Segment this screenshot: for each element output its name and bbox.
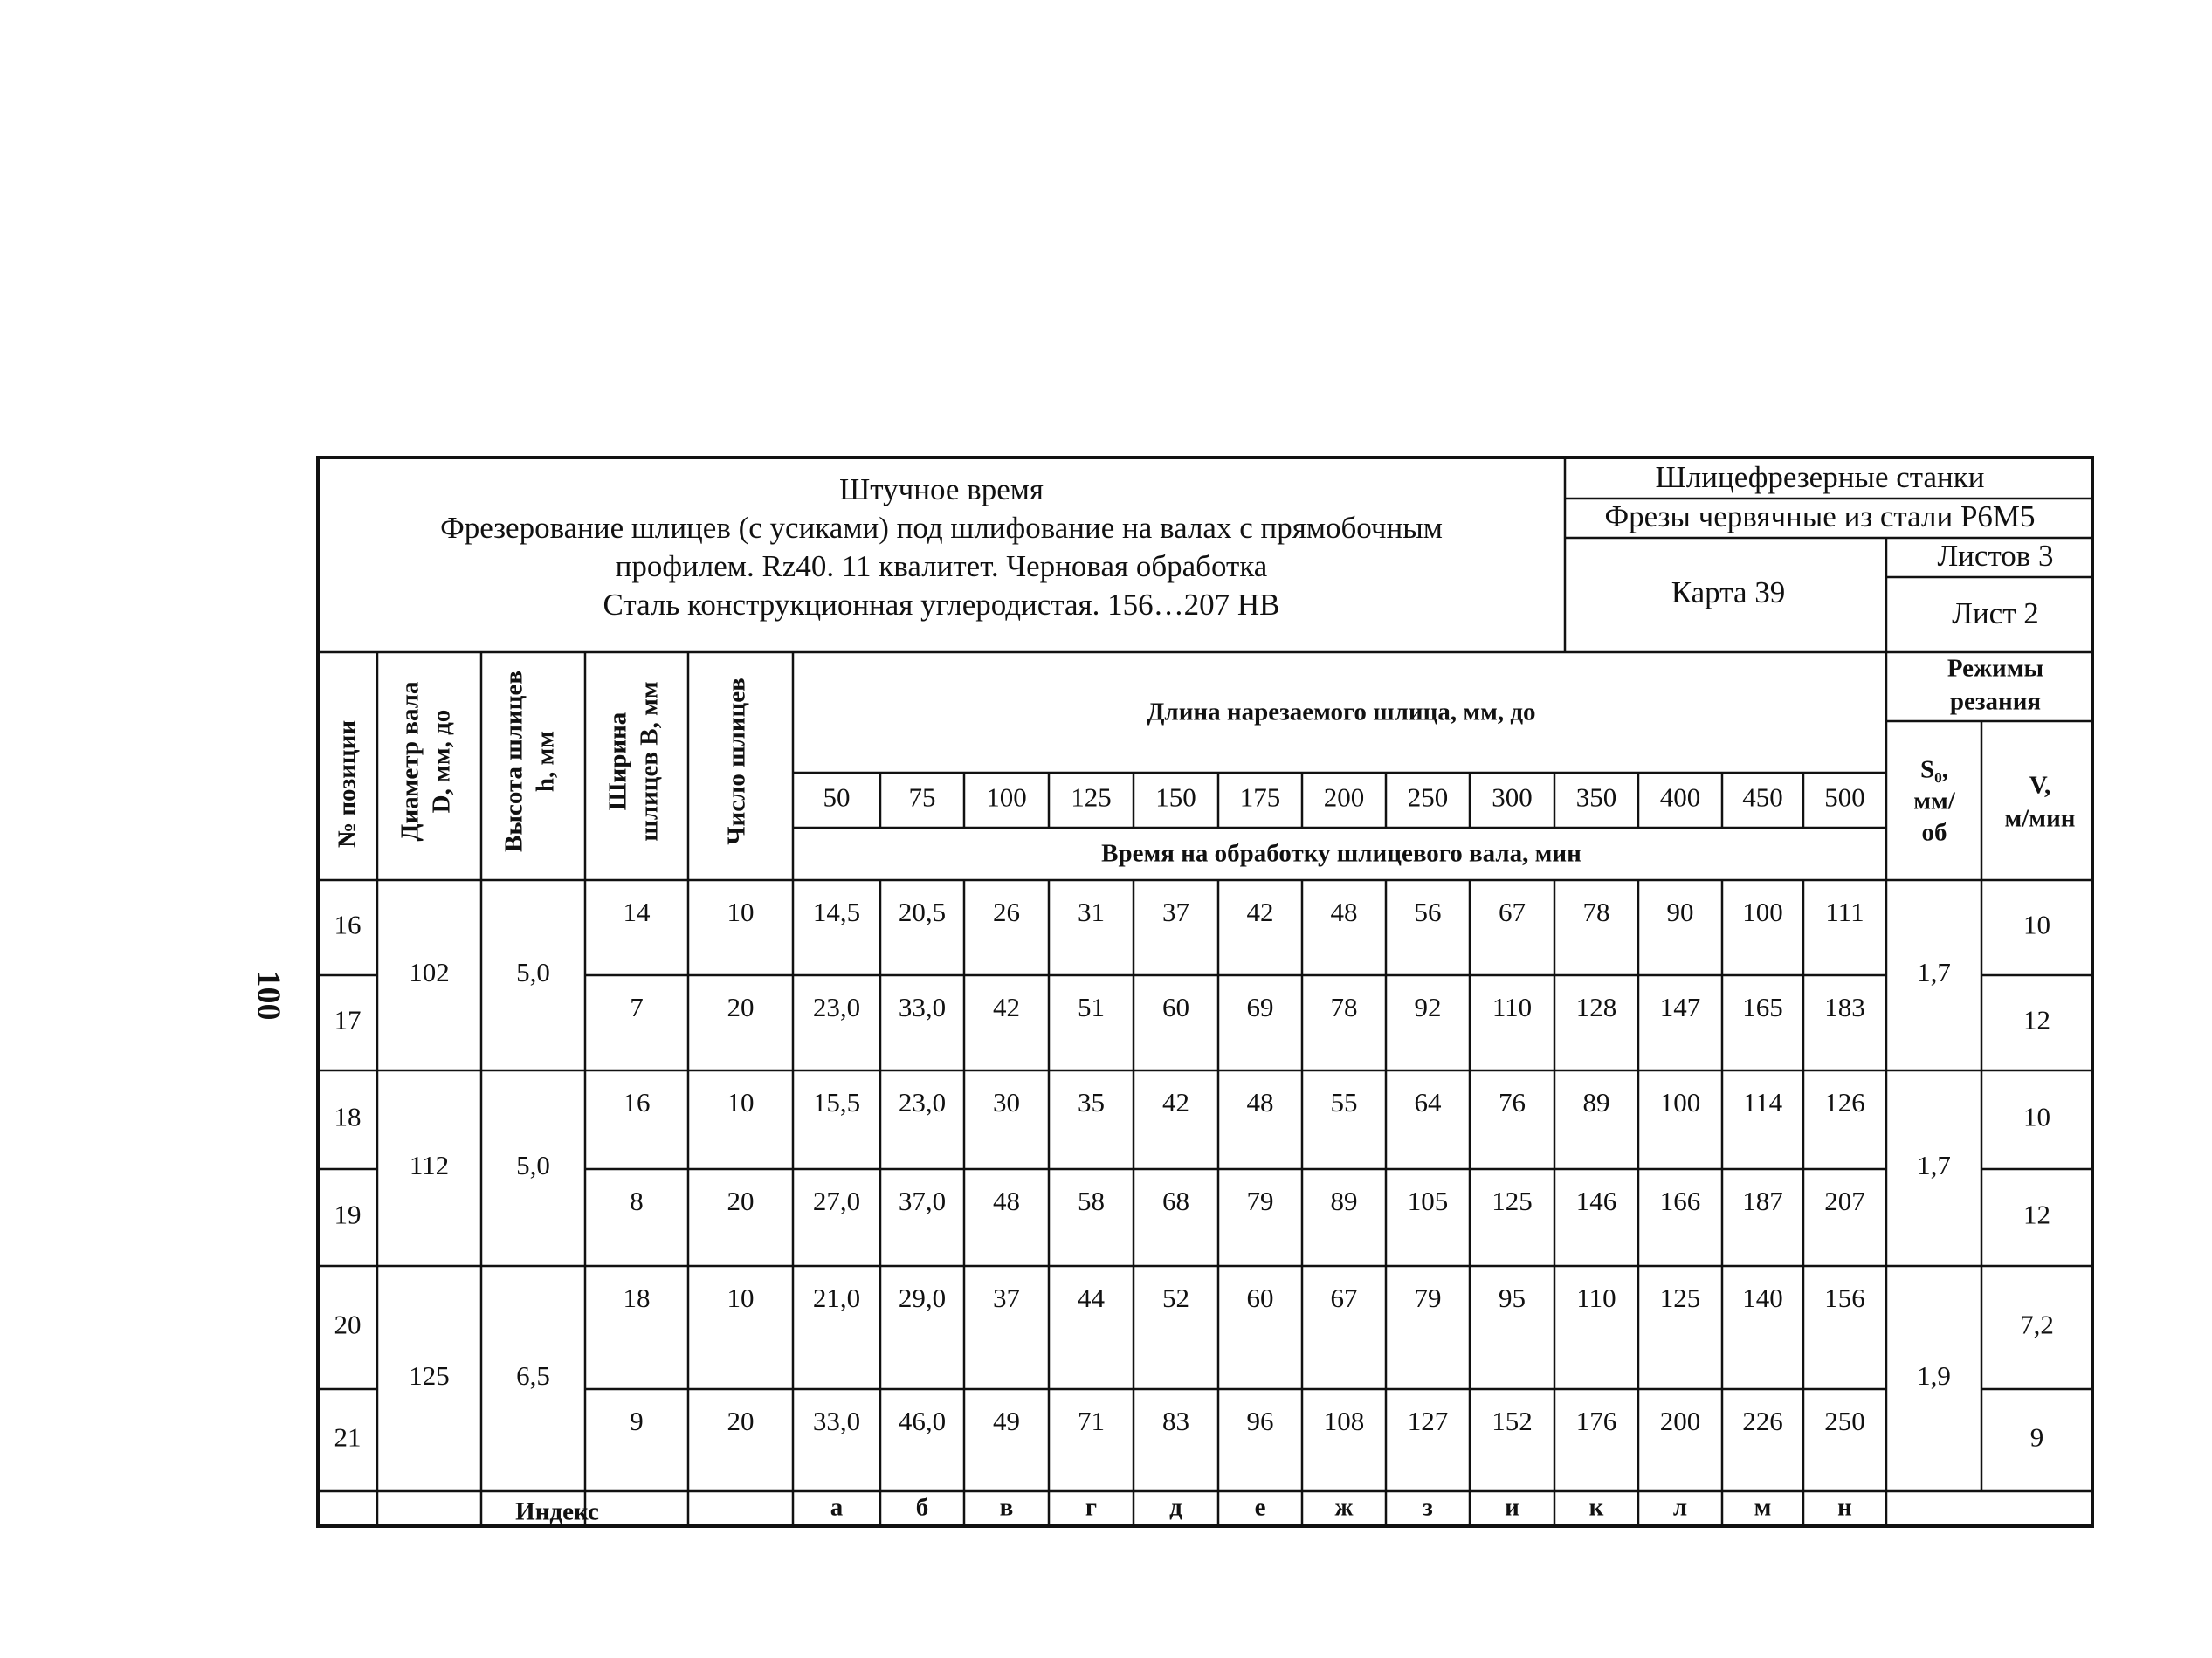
time-cell: 125	[1492, 1186, 1533, 1217]
time-cell: 71	[1078, 1406, 1105, 1437]
index-cell: л	[1672, 1493, 1688, 1522]
index-cell: к	[1588, 1493, 1604, 1522]
time-cell: 76	[1499, 1087, 1526, 1118]
time-cell: 83	[1162, 1406, 1189, 1437]
time-cell: 69	[1246, 992, 1274, 1023]
length-50: 50	[823, 781, 851, 813]
index-cell: а	[830, 1493, 844, 1522]
time-cell: 37	[1162, 897, 1189, 928]
time-cell: 23,0	[812, 992, 861, 1023]
time-cell: 110	[1492, 992, 1533, 1023]
time-cell: 108	[1323, 1406, 1365, 1437]
time-cell: 140	[1742, 1283, 1783, 1314]
time-cell: 89	[1582, 1087, 1610, 1118]
time-cell: 51	[1078, 992, 1105, 1023]
length-350: 350	[1575, 781, 1617, 813]
s0-cell: 1,7	[1917, 957, 1951, 988]
height-cell: 6,5	[516, 1360, 550, 1392]
time-cell: 44	[1078, 1283, 1105, 1314]
time-cell: 90	[1666, 897, 1694, 928]
time-cell: 176	[1575, 1406, 1617, 1437]
position-cell: 19	[334, 1199, 362, 1230]
time-cell: 95	[1499, 1283, 1526, 1314]
time-cell: 110	[1576, 1283, 1616, 1314]
count-cell: 10	[727, 897, 755, 928]
width-cell: 18	[623, 1283, 651, 1314]
header-width-1: Ширина	[603, 712, 632, 811]
time-cell: 30	[993, 1087, 1020, 1118]
count-cell: 20	[727, 992, 755, 1023]
width-cell: 14	[623, 897, 651, 928]
v-cell: 7,2	[2020, 1309, 2054, 1340]
header-width-2: шлицев B, мм	[635, 681, 664, 842]
title-line-2: Фрезерование шлицев (с усиками) под шлифование на валах с прямобочным	[440, 511, 1443, 545]
v-cell: 9	[2029, 1421, 2044, 1453]
time-cell: 56	[1414, 897, 1442, 928]
machine-type: Шлицефрезерные станки	[1655, 460, 1985, 495]
time-cell: 35	[1078, 1087, 1105, 1118]
position-cell: 17	[334, 1004, 362, 1035]
s0-cell: 1,9	[1917, 1360, 1951, 1392]
index-cell: г	[1085, 1493, 1098, 1522]
time-cell: 250	[1824, 1406, 1865, 1437]
index-cell: и	[1505, 1493, 1519, 1522]
title-line-1: Штучное время	[839, 472, 1044, 506]
time-cell: 127	[1407, 1406, 1449, 1437]
card-number: Карта 39	[1671, 575, 1786, 610]
time-cell: 92	[1414, 992, 1442, 1023]
v-cell: 10	[2023, 909, 2050, 940]
count-cell: 20	[727, 1186, 755, 1217]
header-count: Число шлицев	[722, 678, 751, 845]
tool-type: Фрезы червячные из стали Р6М5	[1604, 499, 2036, 534]
time-cell: 49	[993, 1406, 1020, 1437]
time-cell: 100	[1742, 897, 1783, 928]
table-cells	[334, 782, 2054, 1522]
index-cell: ж	[1334, 1493, 1354, 1522]
width-cell: 8	[630, 1186, 644, 1217]
time-cell: 68	[1162, 1186, 1189, 1217]
position-cell: 18	[334, 1101, 362, 1132]
time-cell: 60	[1162, 992, 1189, 1023]
header-diameter-1: Диаметр вала	[396, 681, 424, 842]
title-line-3: профилем. Rz40. 11 квалитет. Черновая обработка	[615, 549, 1268, 583]
header-height-1: Высота шлицев	[500, 670, 528, 853]
time-cell: 55	[1330, 1087, 1358, 1118]
time-cell: 15,5	[812, 1087, 861, 1118]
index-cell: д	[1169, 1493, 1182, 1522]
width-cell: 7	[630, 992, 644, 1023]
title-line-4: Сталь конструкционная углеродистая. 156…207 HB	[603, 588, 1280, 622]
diameter-cell: 102	[409, 957, 450, 988]
length-175: 175	[1239, 781, 1281, 813]
header-modes-1: Режимы	[1947, 654, 2044, 683]
time-cell: 46,0	[898, 1406, 947, 1437]
time-cell: 105	[1407, 1186, 1449, 1217]
length-200: 200	[1323, 781, 1365, 813]
time-cell: 33,0	[898, 992, 947, 1023]
time-cell: 33,0	[812, 1406, 861, 1437]
diameter-cell: 112	[409, 1150, 450, 1181]
time-cell: 79	[1414, 1283, 1442, 1314]
length-400: 400	[1659, 781, 1701, 813]
time-cell: 100	[1659, 1087, 1701, 1118]
width-cell: 16	[623, 1087, 651, 1118]
header-height-2: h, мм	[531, 730, 560, 793]
index-cell: з	[1423, 1493, 1433, 1522]
time-cell: 21,0	[812, 1283, 861, 1314]
length-150: 150	[1155, 781, 1196, 813]
index-cell: н	[1837, 1493, 1852, 1522]
time-cell: 166	[1659, 1186, 1701, 1217]
time-cell: 147	[1659, 992, 1701, 1023]
time-cell: 42	[1246, 897, 1274, 928]
time-cell: 20,5	[898, 897, 947, 928]
time-cell: 111	[1825, 897, 1864, 928]
time-cell: 89	[1330, 1186, 1358, 1217]
header-position: № позиции	[333, 719, 362, 849]
time-cell: 48	[1246, 1087, 1274, 1118]
header-s0-1: S₀,	[1919, 755, 1949, 784]
time-cell: 207	[1824, 1186, 1865, 1217]
time-cell: 165	[1742, 992, 1783, 1023]
position-cell: 20	[334, 1309, 362, 1340]
time-cell: 226	[1742, 1406, 1783, 1437]
height-cell: 5,0	[516, 957, 550, 988]
sheet-number: Лист 2	[1952, 596, 2039, 631]
time-cell: 48	[1330, 897, 1358, 928]
time-cell: 200	[1659, 1406, 1701, 1437]
index-cell: в	[999, 1493, 1014, 1522]
time-cell: 114	[1742, 1087, 1783, 1118]
length-100: 100	[986, 781, 1027, 813]
position-cell: 21	[334, 1421, 362, 1453]
time-cell: 14,5	[812, 897, 861, 928]
time-cell: 78	[1330, 992, 1358, 1023]
header-s0-3: об	[1921, 818, 1947, 847]
header-v-1: V,	[2029, 771, 2051, 800]
index-cell: е	[1254, 1493, 1266, 1522]
header-time-group: Время на обработку шлицевого вала, мин	[1101, 839, 1581, 868]
page-number: 100	[250, 970, 287, 1021]
count-cell: 10	[727, 1087, 755, 1118]
time-cell: 31	[1078, 897, 1105, 928]
position-cell: 16	[334, 909, 362, 940]
index-label: Индекс	[515, 1497, 599, 1526]
time-cell: 67	[1499, 897, 1526, 928]
header-modes-2: резания	[1949, 687, 2042, 716]
time-cell: 79	[1246, 1186, 1274, 1217]
time-cell: 67	[1330, 1283, 1358, 1314]
time-cell: 29,0	[898, 1283, 947, 1314]
header-diameter-2: D, мм, до	[427, 709, 456, 814]
length-75: 75	[908, 781, 936, 813]
time-cell: 128	[1575, 992, 1617, 1023]
index-cell: м	[1754, 1493, 1772, 1522]
time-cell: 125	[1659, 1283, 1701, 1314]
time-cell: 37,0	[898, 1186, 947, 1217]
time-cell: 187	[1742, 1186, 1783, 1217]
time-cell: 42	[1162, 1087, 1189, 1118]
length-125: 125	[1071, 781, 1112, 813]
v-cell: 10	[2023, 1101, 2050, 1132]
time-cell: 146	[1575, 1186, 1617, 1217]
s0-cell: 1,7	[1917, 1150, 1951, 1181]
time-cell: 42	[993, 992, 1020, 1023]
sheets-total: Листов 3	[1937, 539, 2054, 574]
time-cell: 126	[1824, 1087, 1865, 1118]
time-cell: 64	[1414, 1087, 1442, 1118]
time-cell: 152	[1492, 1406, 1533, 1437]
v-cell: 12	[2023, 1004, 2050, 1035]
width-cell: 9	[630, 1406, 644, 1437]
time-cell: 37	[993, 1283, 1020, 1314]
time-cell: 27,0	[812, 1186, 861, 1217]
time-cell: 156	[1824, 1283, 1865, 1314]
index-cell: б	[915, 1493, 929, 1522]
time-cell: 48	[993, 1186, 1020, 1217]
time-cell: 52	[1162, 1283, 1189, 1314]
time-cell: 58	[1078, 1186, 1105, 1217]
header-v-2: м/мин	[2004, 804, 2076, 833]
count-cell: 20	[727, 1406, 755, 1437]
v-cell: 12	[2023, 1199, 2050, 1230]
height-cell: 5,0	[516, 1150, 550, 1181]
header-length-group: Длина нарезаемого шлица, мм, до	[1147, 698, 1536, 726]
time-cell: 183	[1824, 992, 1865, 1023]
time-cell: 78	[1582, 897, 1610, 928]
time-cell: 60	[1246, 1283, 1274, 1314]
length-500: 500	[1824, 781, 1865, 813]
length-450: 450	[1742, 781, 1783, 813]
diameter-cell: 125	[409, 1360, 450, 1392]
count-cell: 10	[727, 1283, 755, 1314]
length-250: 250	[1407, 781, 1449, 813]
header-s0-2: мм/	[1913, 787, 1955, 815]
time-cell: 23,0	[898, 1087, 947, 1118]
time-cell: 96	[1246, 1406, 1274, 1437]
time-cell: 26	[993, 897, 1020, 928]
length-300: 300	[1492, 781, 1533, 813]
